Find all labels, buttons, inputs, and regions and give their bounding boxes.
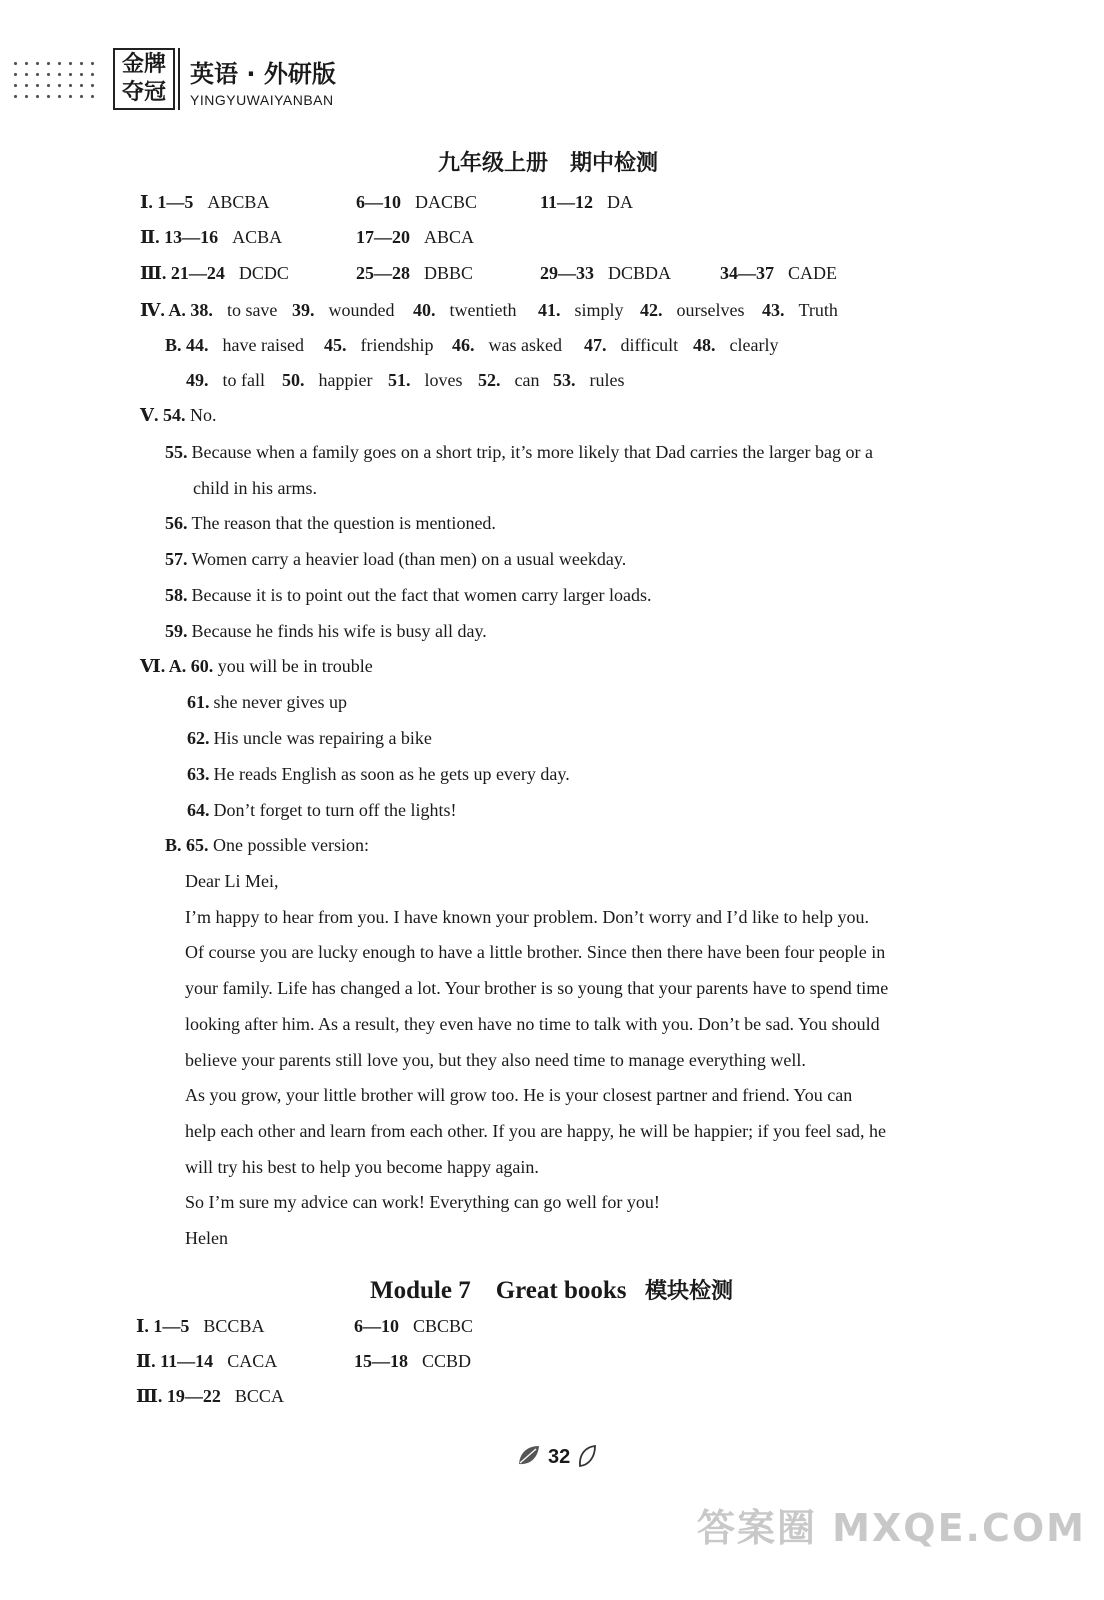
page-number: 32 [548, 1446, 571, 1468]
answer-text: she never gives up [213, 692, 347, 712]
question-number: 50. [282, 370, 305, 390]
question-number: 57. [165, 549, 188, 569]
answer-text: ABCBA [207, 192, 270, 212]
question-number: 48. [693, 335, 716, 355]
part5-item [165, 585, 652, 606]
letter-greeting: Dear Li Mei, [185, 871, 279, 891]
section-title-midterm: 九年级上册 期中检测 [438, 151, 659, 176]
question-number: 40. [413, 300, 436, 320]
answer-entry [452, 335, 562, 356]
answer-text: His uncle was repairing a bike [213, 728, 432, 748]
question-number: Ⅰ. 1—5 [140, 192, 194, 212]
part6-label-line [140, 656, 373, 677]
part5-item [165, 549, 626, 570]
leaf-left-icon [516, 1443, 542, 1469]
answer-entry [140, 263, 289, 284]
question-number: 43. [762, 300, 785, 320]
module-title: Module 7 Great books [370, 1277, 627, 1304]
brand-logo [113, 48, 175, 110]
question-number: 51. [388, 370, 411, 390]
part5-item [193, 478, 317, 499]
answer-entry [693, 335, 778, 356]
answer-entry [356, 263, 473, 284]
answer-entry [388, 370, 463, 391]
answer-text: to save [226, 300, 278, 320]
question-number: Ⅲ. 21—24 [140, 263, 225, 283]
question-number: 58. [165, 585, 188, 605]
watermark-text: 答案圈 MXQE.COM [696, 1506, 1086, 1550]
letter-line: will try his best to help you become happy again. [185, 1156, 539, 1177]
question-number: 29—33 [540, 263, 594, 283]
part6-label: Ⅵ. A. 60. [140, 656, 214, 676]
answer-text: DACBC [415, 192, 478, 212]
header-dot-pattern [10, 58, 100, 102]
answer-entry [538, 300, 624, 321]
question-number: 59. [165, 621, 188, 641]
answer-text: He reads English as soon as he gets up every day. [213, 764, 570, 784]
answer-text: DCDC [238, 263, 289, 283]
letter-signature: Helen [185, 1228, 228, 1248]
question-number: 61. [187, 692, 210, 712]
question-number: 52. [478, 370, 501, 390]
answer-text: clearly [729, 335, 779, 355]
question-number: Ⅰ. 1—5 [136, 1316, 190, 1336]
part5-item [165, 621, 487, 642]
leaf-right-icon [576, 1443, 598, 1469]
answer-text: twentieth [449, 300, 517, 320]
answer-entry [356, 192, 477, 213]
answer-text: BCCBA [203, 1316, 265, 1336]
question-number: 41. [538, 300, 561, 320]
answer-text: happier [318, 370, 373, 390]
answer-text: CBCBC [413, 1316, 474, 1336]
answer-text: simply [574, 300, 624, 320]
answer-text: Because it is to point out the fact that women carry larger loads. [191, 585, 652, 605]
letter-line: believe your parents still love you, but they also need time to manage everything well. [185, 1049, 806, 1070]
answer-entry [186, 370, 265, 391]
part6-item [187, 692, 347, 713]
answer-entry [136, 1386, 284, 1407]
question-number: 17—20 [356, 227, 410, 247]
answer-text: loves [424, 370, 463, 390]
question-number: 49. [186, 370, 209, 390]
answer-text: Truth [798, 300, 838, 320]
answer-entry [356, 227, 474, 248]
answer-text: can [514, 370, 540, 390]
answer-entry [720, 263, 837, 284]
answer-text: difficult [620, 335, 679, 355]
part5-label-line [140, 405, 216, 426]
question-number: 46. [452, 335, 475, 355]
question-number: Ⅲ. 19—22 [136, 1386, 221, 1406]
question-number: Ⅱ. 11—14 [136, 1351, 214, 1371]
answer-text: Because when a family goes on a short trip, it’s more likely that Dad carries the larger bag or a [191, 442, 873, 462]
answer-entry [540, 263, 671, 284]
answer-text: Because he finds his wife is busy all day. [191, 621, 487, 641]
answer-text: wounded [328, 300, 395, 320]
subject-title: 英语 · 外研版 [190, 60, 336, 88]
answer-text: rules [589, 370, 625, 390]
answer-entry [136, 1351, 277, 1372]
answer-text: CACA [227, 1351, 278, 1371]
part5-item [165, 442, 873, 463]
part6-item [187, 800, 456, 821]
answer-entry [413, 300, 516, 321]
answer-text: have raised [222, 335, 304, 355]
part5-item [165, 513, 496, 534]
answer-entry [282, 370, 372, 391]
question-number: 45. [324, 335, 347, 355]
question-number: 39. [292, 300, 315, 320]
logo-line2: 夺冠 [121, 80, 166, 105]
question-number: 56. [165, 513, 188, 533]
question-number: B. 44. [165, 335, 209, 355]
header-divider [178, 48, 180, 110]
answer-text: to fall [222, 370, 265, 390]
answer-entry [640, 300, 744, 321]
subject-pinyin: YINGYUWAIYANBAN [190, 92, 334, 108]
answer-entry [140, 192, 269, 213]
letter-line: As you grow, your little brother will grow too. He is your closest partner and friend. You can [185, 1085, 853, 1106]
answer-text: ABCA [424, 227, 475, 247]
letter-line: looking after him. As a result, they even have no time to talk with you. Don’t be sad. You should [185, 1013, 880, 1034]
part5-label: Ⅴ. 54. [140, 405, 186, 425]
answer-text: ACBA [232, 227, 283, 247]
answer-entry [553, 370, 625, 391]
answer-text: DBBC [424, 263, 474, 283]
answer-text: ourselves [676, 300, 745, 320]
answer-entry [165, 335, 304, 356]
question-number: 34—37 [720, 263, 774, 283]
letter-line: Of course you are lucky enough to have a little brother. Since then there have been four people in [185, 942, 886, 963]
part6-item [187, 764, 570, 785]
question-number: 55. [165, 442, 188, 462]
answer-entry [584, 335, 678, 356]
letter-line: So I’m sure my advice can work! Everything can go well for you! [185, 1192, 660, 1213]
logo-line1: 金牌 [121, 52, 166, 77]
answer-text: BCCA [234, 1386, 284, 1406]
letter-line: I’m happy to hear from you. I have known your problem. Don’t worry and I’d like to help you. [185, 906, 870, 927]
question-number: Ⅱ. 13—16 [140, 227, 219, 247]
answer-entry [354, 1351, 471, 1372]
answer-entry [324, 335, 433, 356]
question-number: 11—12 [540, 192, 594, 212]
question-number: Ⅳ. A. 38. [140, 300, 213, 320]
question-number: 25—28 [356, 263, 410, 283]
question-number: 64. [187, 800, 210, 820]
answer-entry [140, 300, 277, 321]
answer-entry [136, 1316, 264, 1337]
answer-text: DCBDA [608, 263, 672, 283]
answer-entry [140, 227, 282, 248]
question-number: 42. [640, 300, 663, 320]
question-number: 6—10 [354, 1316, 399, 1336]
letter-line: your family. Life has changed a lot. Your brother is so young that your parents have to spend time [185, 978, 889, 999]
part6b-label: B. 65. [165, 835, 209, 855]
question-number: 6—10 [356, 192, 401, 212]
part6b-intro: One possible version: [213, 835, 369, 855]
answer-entry [292, 300, 395, 321]
answer-text: The reason that the question is mentioned. [191, 513, 496, 533]
answer-text: DA [607, 192, 634, 212]
answer-text: was asked [488, 335, 562, 355]
module-title-cn: 模块检测 [645, 1279, 734, 1304]
section-title-module7 [370, 1270, 733, 1306]
question-number: 15—18 [354, 1351, 408, 1371]
letter-line: help each other and learn from each other. If you are happy, he will be happier; if you feel sad, he [185, 1120, 887, 1141]
answer-entry [540, 192, 633, 213]
question-number: 63. [187, 764, 210, 784]
part6-first-answer: you will be in trouble [217, 656, 373, 676]
answer-entry [354, 1316, 473, 1337]
part6b-label-line [165, 835, 369, 856]
answer-text: CADE [788, 263, 837, 283]
answer-text: CCBD [422, 1351, 472, 1371]
answer-entry [762, 300, 838, 321]
watermark-logo [697, 1508, 1086, 1548]
answer-entry [478, 370, 539, 391]
question-number: 53. [553, 370, 576, 390]
part6-item [187, 728, 432, 749]
question-number: 62. [187, 728, 210, 748]
part5-first-answer: No. [189, 405, 217, 425]
answer-text: friendship [360, 335, 434, 355]
answer-text: Don’t forget to turn off the lights! [213, 800, 457, 820]
answer-text: child in his arms. [193, 478, 317, 498]
answer-text: Women carry a heavier load (than men) on a usual weekday. [191, 549, 627, 569]
question-number: 47. [584, 335, 607, 355]
